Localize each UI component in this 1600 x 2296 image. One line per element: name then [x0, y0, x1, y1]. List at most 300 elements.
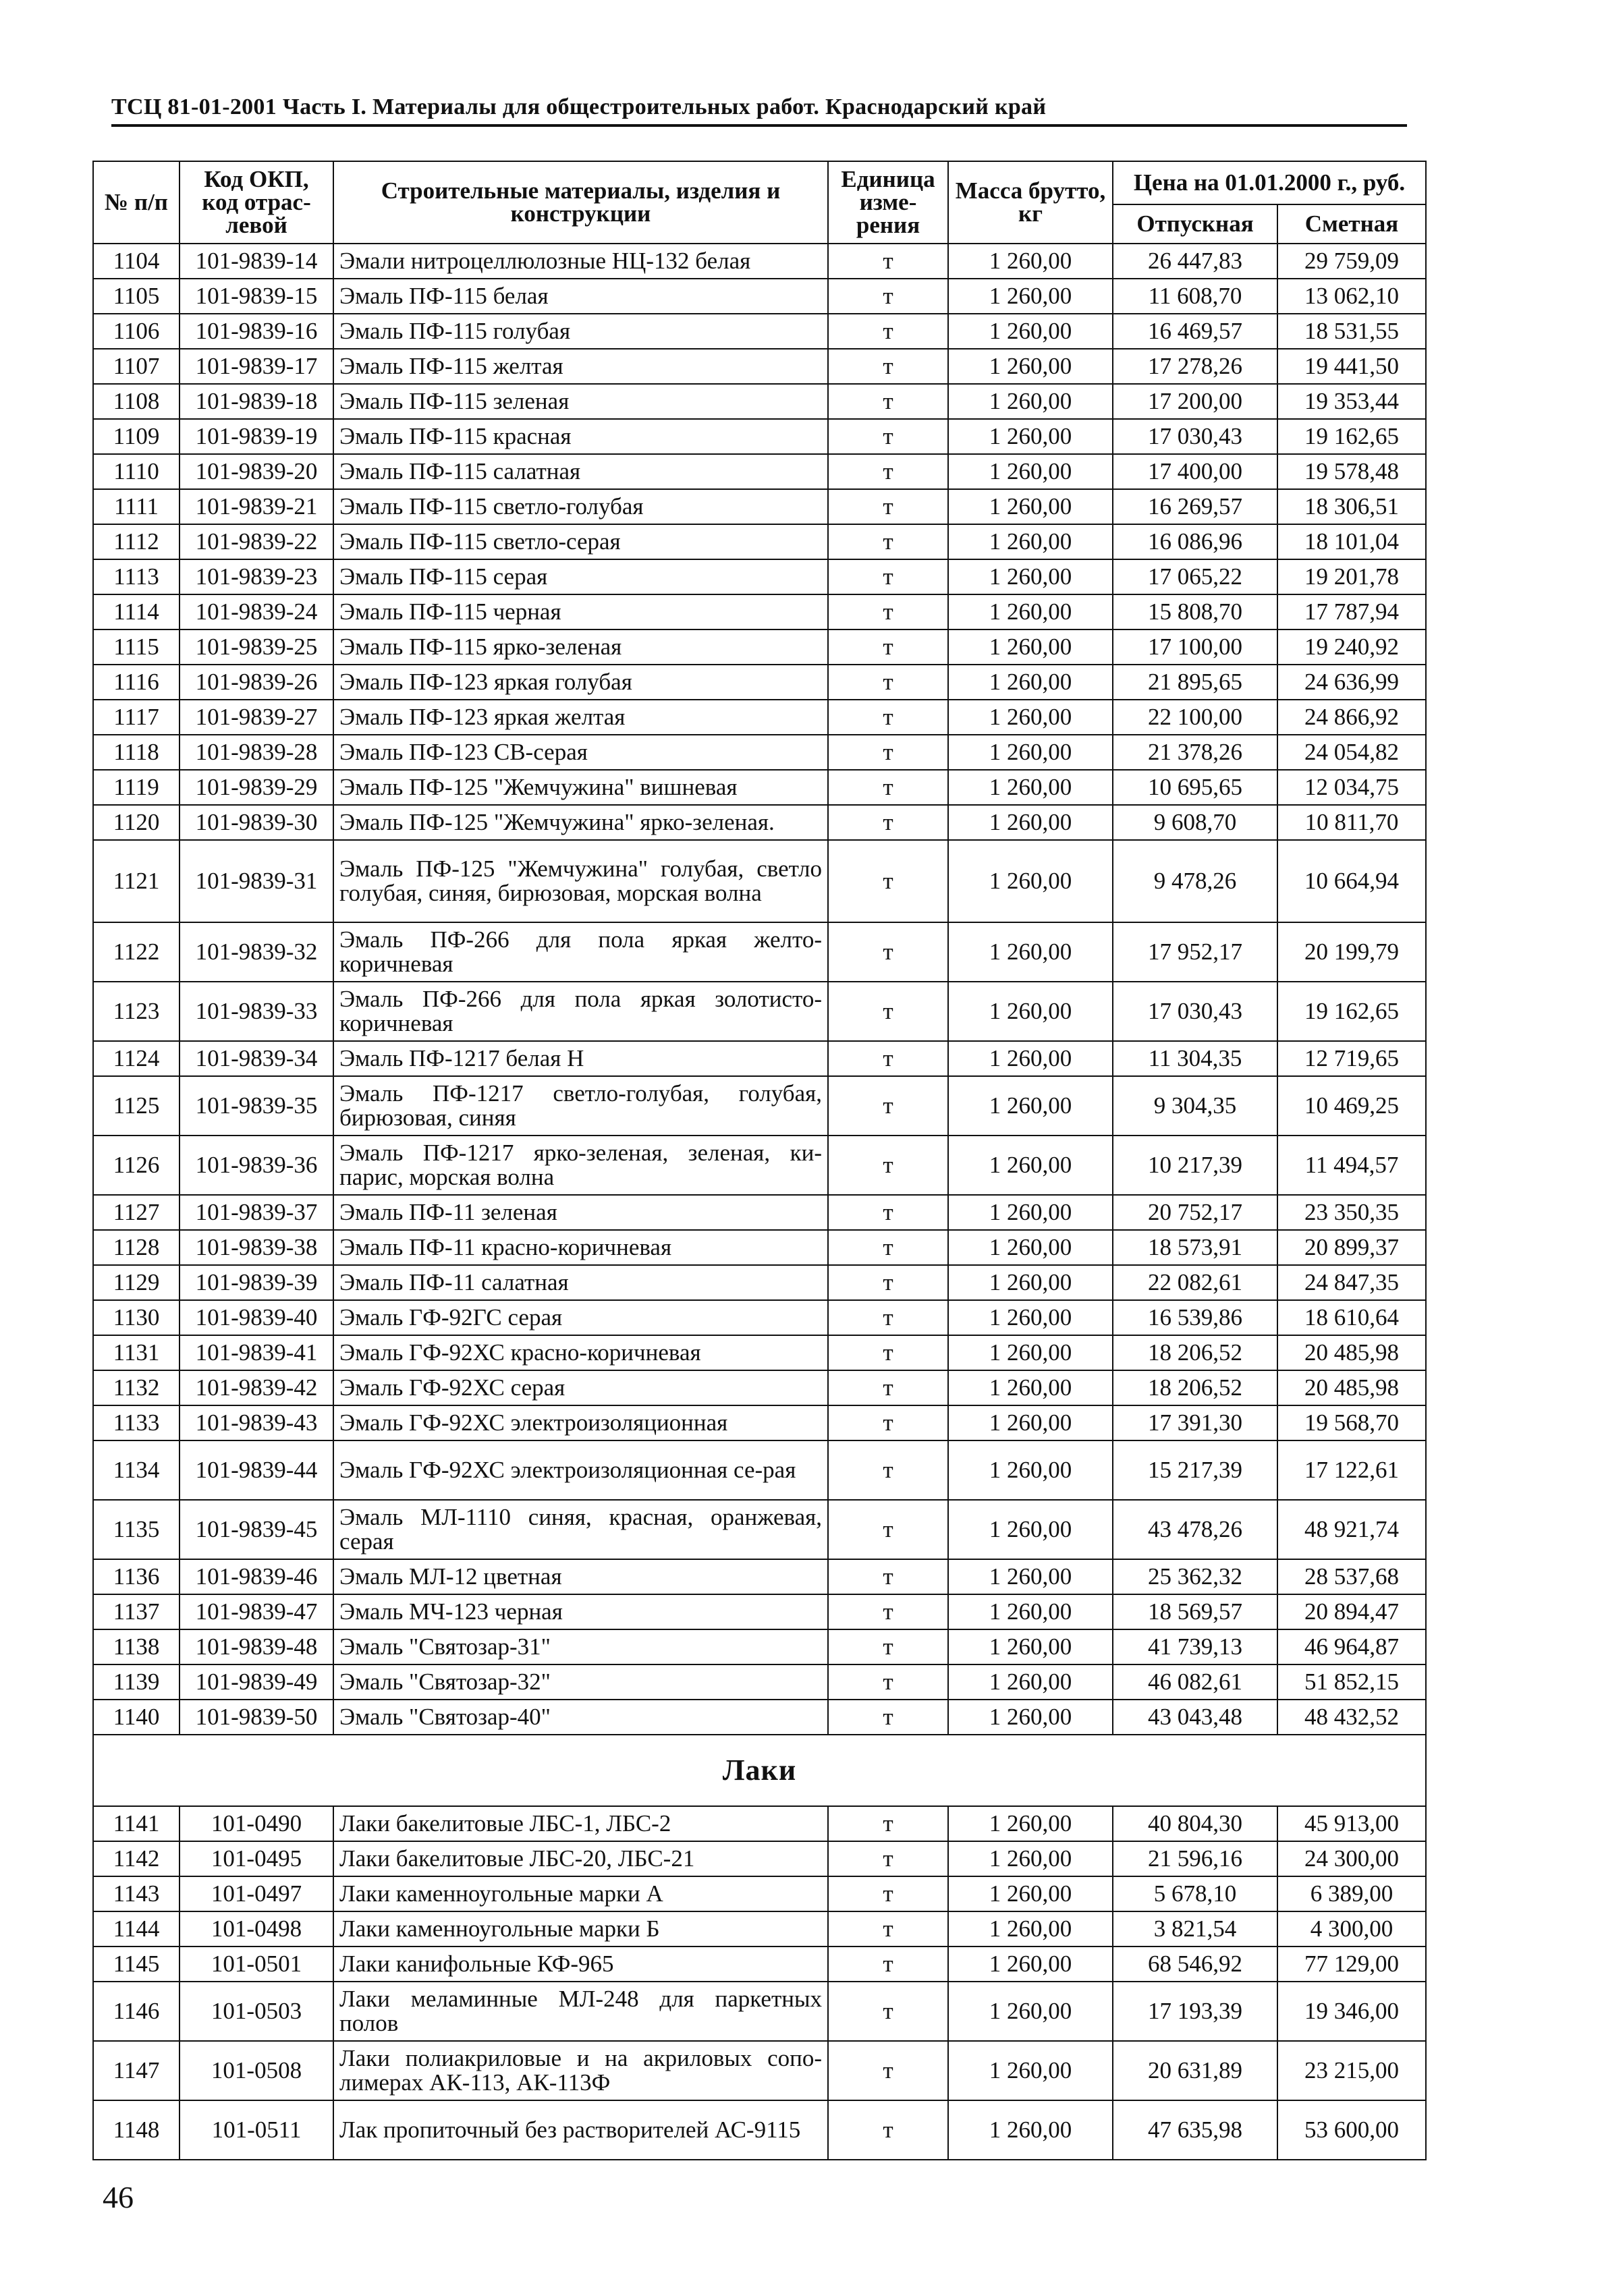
row-num: 1122 — [93, 922, 180, 982]
table-row — [93, 1041, 1426, 1076]
row-name: Эмаль ПФ-123 яркая желтая — [333, 700, 828, 735]
row-code: 101-9839-40 — [180, 1300, 333, 1335]
row-code: 101-9839-47 — [180, 1594, 333, 1629]
row-estimate-price: 24 636,99 — [1277, 665, 1426, 700]
row-unit: т — [828, 1594, 948, 1629]
row-mass: 1 260,00 — [948, 770, 1113, 805]
row-unit: т — [828, 1230, 948, 1265]
table-row — [93, 1594, 1426, 1629]
table-row — [93, 1664, 1426, 1700]
row-estimate-price: 6 389,00 — [1277, 1876, 1426, 1911]
row-num: 1134 — [93, 1440, 180, 1500]
table-row — [93, 1076, 1426, 1136]
row-estimate-price: 77 129,00 — [1277, 1947, 1426, 1982]
row-release-price: 11 608,70 — [1113, 279, 1277, 314]
row-release-price: 15 217,39 — [1113, 1440, 1277, 1500]
row-estimate-price: 19 568,70 — [1277, 1405, 1426, 1440]
row-mass: 1 260,00 — [948, 700, 1113, 735]
row-release-price: 18 206,52 — [1113, 1370, 1277, 1405]
row-code: 101-9839-23 — [180, 559, 333, 594]
row-mass: 1 260,00 — [948, 594, 1113, 629]
row-mass: 1 260,00 — [948, 349, 1113, 384]
row-unit: т — [828, 454, 948, 489]
row-name: Эмаль ПФ-123 СВ-серая — [333, 735, 828, 770]
row-name: Эмаль ГФ-92ХС серая — [333, 1370, 828, 1405]
row-num: 1140 — [93, 1700, 180, 1735]
row-mass: 1 260,00 — [948, 524, 1113, 559]
row-estimate-price: 10 811,70 — [1277, 805, 1426, 840]
row-name: Эмаль ПФ-115 серая — [333, 559, 828, 594]
row-mass: 1 260,00 — [948, 2100, 1113, 2160]
row-estimate-price: 19 201,78 — [1277, 559, 1426, 594]
col-header-num: № п/п — [93, 161, 180, 244]
row-unit: т — [828, 1041, 948, 1076]
row-code: 101-9839-34 — [180, 1041, 333, 1076]
row-unit: т — [828, 244, 948, 279]
row-num: 1111 — [93, 489, 180, 524]
row-estimate-price: 19 240,92 — [1277, 629, 1426, 665]
row-num: 1142 — [93, 1841, 180, 1876]
row-estimate-price: 28 537,68 — [1277, 1559, 1426, 1594]
row-estimate-price: 23 215,00 — [1277, 2041, 1426, 2100]
table-row — [93, 1876, 1426, 1911]
row-name: Лаки бакелитовые ЛБС-20, ЛБС-21 — [333, 1841, 828, 1876]
row-num: 1139 — [93, 1664, 180, 1700]
row-unit: т — [828, 419, 948, 454]
table-row — [93, 1629, 1426, 1664]
table-row — [93, 594, 1426, 629]
row-release-price: 5 678,10 — [1113, 1876, 1277, 1911]
row-name: Эмаль ПФ-1217 светло-голубая, голубая, бирюзовая, синяя — [333, 1076, 828, 1136]
table-row — [93, 279, 1426, 314]
row-name: Лаки меламинные МЛ-248 для паркетных полов — [333, 1982, 828, 2041]
row-unit: т — [828, 1136, 948, 1195]
row-mass: 1 260,00 — [948, 1335, 1113, 1370]
row-mass: 1 260,00 — [948, 279, 1113, 314]
row-name: Эмаль ПФ-1217 белая Н — [333, 1041, 828, 1076]
row-release-price: 16 269,57 — [1113, 489, 1277, 524]
row-code: 101-9839-24 — [180, 594, 333, 629]
row-release-price: 17 200,00 — [1113, 384, 1277, 419]
row-unit: т — [828, 2100, 948, 2160]
row-estimate-price: 19 162,65 — [1277, 419, 1426, 454]
row-num: 1109 — [93, 419, 180, 454]
row-unit: т — [828, 1700, 948, 1735]
row-mass: 1 260,00 — [948, 244, 1113, 279]
row-release-price: 68 546,92 — [1113, 1947, 1277, 1982]
table-row — [93, 1911, 1426, 1947]
row-code: 101-9839-22 — [180, 524, 333, 559]
row-num: 1136 — [93, 1559, 180, 1594]
row-code: 101-9839-29 — [180, 770, 333, 805]
row-name: Эмаль ПФ-115 зеленая — [333, 384, 828, 419]
row-name: Эмаль ПФ-123 яркая голубая — [333, 665, 828, 700]
row-code: 101-9839-31 — [180, 840, 333, 922]
row-name: Эмаль ГФ-92ГС серая — [333, 1300, 828, 1335]
row-num: 1125 — [93, 1076, 180, 1136]
row-unit: т — [828, 1559, 948, 1594]
row-mass: 1 260,00 — [948, 1841, 1113, 1876]
col-header-price-group: Цена на 01.01.2000 г., руб. — [1113, 161, 1426, 204]
row-name: Эмаль МЧ-123 черная — [333, 1594, 828, 1629]
row-release-price: 22 100,00 — [1113, 700, 1277, 735]
row-unit: т — [828, 982, 948, 1041]
row-code: 101-9839-30 — [180, 805, 333, 840]
table-row — [93, 700, 1426, 735]
row-estimate-price: 23 350,35 — [1277, 1195, 1426, 1230]
row-name: Лаки каменноугольные марки Б — [333, 1911, 828, 1947]
row-mass: 1 260,00 — [948, 1911, 1113, 1947]
table-row — [93, 1370, 1426, 1405]
row-estimate-price: 48 921,74 — [1277, 1500, 1426, 1559]
table-row — [93, 1500, 1426, 1559]
row-unit: т — [828, 1265, 948, 1300]
table-row — [93, 1230, 1426, 1265]
row-estimate-price: 10 664,94 — [1277, 840, 1426, 922]
row-mass: 1 260,00 — [948, 2041, 1113, 2100]
row-num: 1121 — [93, 840, 180, 922]
table-row — [93, 1806, 1426, 1841]
row-code: 101-9839-19 — [180, 419, 333, 454]
row-num: 1107 — [93, 349, 180, 384]
col-header-code: Код ОКП, код отрас-левой — [180, 161, 333, 244]
row-name: Эмаль ПФ-115 ярко-зеленая — [333, 629, 828, 665]
table-row — [93, 735, 1426, 770]
row-code: 101-9839-36 — [180, 1136, 333, 1195]
row-unit: т — [828, 1370, 948, 1405]
row-num: 1108 — [93, 384, 180, 419]
row-estimate-price: 17 787,94 — [1277, 594, 1426, 629]
enamel-rows — [93, 244, 1426, 1735]
table-row — [93, 629, 1426, 665]
row-unit: т — [828, 1982, 948, 2041]
row-num: 1120 — [93, 805, 180, 840]
row-release-price: 9 608,70 — [1113, 805, 1277, 840]
row-name: Эмаль МЛ-12 цветная — [333, 1559, 828, 1594]
row-unit: т — [828, 922, 948, 982]
row-num: 1135 — [93, 1500, 180, 1559]
row-unit: т — [828, 735, 948, 770]
col-header-estimate: Сметная — [1277, 204, 1426, 244]
row-release-price: 17 030,43 — [1113, 982, 1277, 1041]
row-release-price: 43 043,48 — [1113, 1700, 1277, 1735]
table-row — [93, 770, 1426, 805]
row-mass: 1 260,00 — [948, 1041, 1113, 1076]
row-mass: 1 260,00 — [948, 665, 1113, 700]
row-estimate-price: 29 759,09 — [1277, 244, 1426, 279]
section-lacquer — [93, 1735, 1426, 1806]
row-mass: 1 260,00 — [948, 1230, 1113, 1265]
row-estimate-price: 53 600,00 — [1277, 2100, 1426, 2160]
row-unit: т — [828, 665, 948, 700]
row-num: 1137 — [93, 1594, 180, 1629]
table-row — [93, 2041, 1426, 2100]
row-code: 101-9839-49 — [180, 1664, 333, 1700]
row-unit: т — [828, 489, 948, 524]
lacquer-rows — [93, 1806, 1426, 2160]
row-mass: 1 260,00 — [948, 559, 1113, 594]
row-num: 1128 — [93, 1230, 180, 1265]
row-mass: 1 260,00 — [948, 1195, 1113, 1230]
row-estimate-price: 20 199,79 — [1277, 922, 1426, 982]
row-name: Эмаль ГФ-92ХС электроизоляционная се-рая — [333, 1440, 828, 1500]
row-unit: т — [828, 1405, 948, 1440]
table-row — [93, 1440, 1426, 1500]
row-code: 101-9839-21 — [180, 489, 333, 524]
table-row — [93, 1947, 1426, 1982]
row-mass: 1 260,00 — [948, 1629, 1113, 1664]
row-num: 1118 — [93, 735, 180, 770]
row-release-price: 9 304,35 — [1113, 1076, 1277, 1136]
row-mass: 1 260,00 — [948, 982, 1113, 1041]
row-estimate-price: 12 719,65 — [1277, 1041, 1426, 1076]
row-code: 101-0490 — [180, 1806, 333, 1841]
row-estimate-price: 12 034,75 — [1277, 770, 1426, 805]
row-estimate-price: 24 866,92 — [1277, 700, 1426, 735]
row-estimate-price: 18 610,64 — [1277, 1300, 1426, 1335]
row-name: Эмаль ПФ-115 белая — [333, 279, 828, 314]
row-num: 1138 — [93, 1629, 180, 1664]
row-unit: т — [828, 559, 948, 594]
row-code: 101-9839-39 — [180, 1265, 333, 1300]
table-row — [93, 982, 1426, 1041]
row-estimate-price: 24 300,00 — [1277, 1841, 1426, 1876]
row-estimate-price: 51 852,15 — [1277, 1664, 1426, 1700]
row-num: 1131 — [93, 1335, 180, 1370]
row-unit: т — [828, 2041, 948, 2100]
row-mass: 1 260,00 — [948, 1559, 1113, 1594]
row-unit: т — [828, 1947, 948, 1982]
row-estimate-price: 48 432,52 — [1277, 1700, 1426, 1735]
row-name: Эмаль ПФ-11 зеленая — [333, 1195, 828, 1230]
row-name: Эмаль ПФ-115 красная — [333, 419, 828, 454]
row-mass: 1 260,00 — [948, 840, 1113, 922]
row-code: 101-9839-14 — [180, 244, 333, 279]
row-name: Эмаль ПФ-11 красно-коричневая — [333, 1230, 828, 1265]
row-mass: 1 260,00 — [948, 1300, 1113, 1335]
row-num: 1104 — [93, 244, 180, 279]
row-name: Эмаль ПФ-125 "Жемчужина" вишневая — [333, 770, 828, 805]
table-row — [93, 1559, 1426, 1594]
row-name: Лаки полиакриловые и на акриловых сопо-лимерах АК-113, АК-113Ф — [333, 2041, 828, 2100]
row-num: 1148 — [93, 2100, 180, 2160]
row-num: 1110 — [93, 454, 180, 489]
table-row — [93, 805, 1426, 840]
row-release-price: 17 400,00 — [1113, 454, 1277, 489]
row-name: Эмаль ПФ-115 светло-голубая — [333, 489, 828, 524]
row-name: Эмаль ПФ-266 для пола яркая желто-коричневая — [333, 922, 828, 982]
row-estimate-price: 19 441,50 — [1277, 349, 1426, 384]
row-code: 101-9839-50 — [180, 1700, 333, 1735]
table-row — [93, 1982, 1426, 2041]
row-mass: 1 260,00 — [948, 805, 1113, 840]
row-release-price: 11 304,35 — [1113, 1041, 1277, 1076]
row-estimate-price: 20 899,37 — [1277, 1230, 1426, 1265]
row-release-price: 40 804,30 — [1113, 1806, 1277, 1841]
row-code: 101-9839-16 — [180, 314, 333, 349]
row-code: 101-0501 — [180, 1947, 333, 1982]
row-code: 101-0495 — [180, 1841, 333, 1876]
table-row — [93, 419, 1426, 454]
table-row — [93, 1335, 1426, 1370]
row-name: Эмаль ПФ-115 голубая — [333, 314, 828, 349]
col-header-mass: Масса брутто, кг — [948, 161, 1113, 244]
row-mass: 1 260,00 — [948, 1440, 1113, 1500]
row-num: 1130 — [93, 1300, 180, 1335]
row-release-price: 46 082,61 — [1113, 1664, 1277, 1700]
row-mass: 1 260,00 — [948, 629, 1113, 665]
row-estimate-price: 19 353,44 — [1277, 384, 1426, 419]
row-name: Эмаль ПФ-115 светло-серая — [333, 524, 828, 559]
row-release-price: 10 217,39 — [1113, 1136, 1277, 1195]
row-mass: 1 260,00 — [948, 1405, 1113, 1440]
row-estimate-price: 46 964,87 — [1277, 1629, 1426, 1664]
table-row — [93, 1700, 1426, 1735]
row-num: 1115 — [93, 629, 180, 665]
row-code: 101-9839-41 — [180, 1335, 333, 1370]
row-unit: т — [828, 1440, 948, 1500]
row-release-price: 17 030,43 — [1113, 419, 1277, 454]
row-estimate-price: 11 494,57 — [1277, 1136, 1426, 1195]
row-mass: 1 260,00 — [948, 922, 1113, 982]
row-unit: т — [828, 770, 948, 805]
row-code: 101-0511 — [180, 2100, 333, 2160]
row-unit: т — [828, 279, 948, 314]
row-unit: т — [828, 594, 948, 629]
row-release-price: 16 086,96 — [1113, 524, 1277, 559]
table-row — [93, 1300, 1426, 1335]
row-num: 1105 — [93, 279, 180, 314]
row-num: 1119 — [93, 770, 180, 805]
row-release-price: 17 193,39 — [1113, 1982, 1277, 2041]
row-mass: 1 260,00 — [948, 454, 1113, 489]
row-num: 1117 — [93, 700, 180, 735]
row-release-price: 20 631,89 — [1113, 2041, 1277, 2100]
row-name: Эмаль ГФ-92ХС электроизоляционная — [333, 1405, 828, 1440]
row-unit: т — [828, 700, 948, 735]
row-name: Эмаль "Святозар-31" — [333, 1629, 828, 1664]
table-row — [93, 1405, 1426, 1440]
row-mass: 1 260,00 — [948, 1700, 1113, 1735]
row-name: Эмаль "Святозар-32" — [333, 1664, 828, 1700]
table-row — [93, 840, 1426, 922]
row-num: 1126 — [93, 1136, 180, 1195]
row-code: 101-9839-33 — [180, 982, 333, 1041]
row-mass: 1 260,00 — [948, 1876, 1113, 1911]
table-row — [93, 1841, 1426, 1876]
row-estimate-price: 19 162,65 — [1277, 982, 1426, 1041]
table-row — [93, 665, 1426, 700]
row-mass: 1 260,00 — [948, 489, 1113, 524]
row-code: 101-0497 — [180, 1876, 333, 1911]
page-header: ТСЦ 81-01-2001 Часть I. Материалы для общестроительных работ. Краснодарский край — [111, 94, 1407, 127]
row-mass: 1 260,00 — [948, 735, 1113, 770]
row-code: 101-9839-25 — [180, 629, 333, 665]
row-code: 101-9839-46 — [180, 1559, 333, 1594]
col-header-release: Отпускная — [1113, 204, 1277, 244]
row-unit: т — [828, 1806, 948, 1841]
table-row — [93, 384, 1426, 419]
table-row — [93, 454, 1426, 489]
row-release-price: 17 100,00 — [1113, 629, 1277, 665]
row-unit: т — [828, 1911, 948, 1947]
row-num: 1143 — [93, 1876, 180, 1911]
row-name: Эмаль ПФ-125 "Жемчужина" ярко-зеленая. — [333, 805, 828, 840]
row-release-price: 16 469,57 — [1113, 314, 1277, 349]
row-unit: т — [828, 524, 948, 559]
row-estimate-price: 13 062,10 — [1277, 279, 1426, 314]
row-name: Эмаль "Святозар-40" — [333, 1700, 828, 1735]
row-num: 1147 — [93, 2041, 180, 2100]
row-code: 101-9839-18 — [180, 384, 333, 419]
row-code: 101-0498 — [180, 1911, 333, 1947]
row-num: 1127 — [93, 1195, 180, 1230]
row-code: 101-9839-35 — [180, 1076, 333, 1136]
row-code: 101-9839-44 — [180, 1440, 333, 1500]
table-row — [93, 2100, 1426, 2160]
row-num: 1114 — [93, 594, 180, 629]
row-name: Лаки канифольные КФ-965 — [333, 1947, 828, 1982]
row-release-price: 15 808,70 — [1113, 594, 1277, 629]
row-num: 1106 — [93, 314, 180, 349]
row-estimate-price: 18 531,55 — [1277, 314, 1426, 349]
row-unit: т — [828, 1876, 948, 1911]
row-release-price: 26 447,83 — [1113, 244, 1277, 279]
row-mass: 1 260,00 — [948, 1076, 1113, 1136]
row-release-price: 18 569,57 — [1113, 1594, 1277, 1629]
row-num: 1116 — [93, 665, 180, 700]
row-estimate-price: 17 122,61 — [1277, 1440, 1426, 1500]
table-row — [93, 1136, 1426, 1195]
row-release-price: 21 596,16 — [1113, 1841, 1277, 1876]
table-row — [93, 314, 1426, 349]
table-row — [93, 1195, 1426, 1230]
row-code: 101-9839-43 — [180, 1405, 333, 1440]
row-release-price: 41 739,13 — [1113, 1629, 1277, 1664]
row-num: 1123 — [93, 982, 180, 1041]
row-name: Лаки каменноугольные марки А — [333, 1876, 828, 1911]
table-row — [93, 489, 1426, 524]
row-estimate-price: 24 054,82 — [1277, 735, 1426, 770]
row-release-price: 21 895,65 — [1113, 665, 1277, 700]
row-num: 1129 — [93, 1265, 180, 1300]
row-mass: 1 260,00 — [948, 384, 1113, 419]
row-unit: т — [828, 1076, 948, 1136]
row-unit: т — [828, 805, 948, 840]
row-release-price: 18 206,52 — [1113, 1335, 1277, 1370]
row-mass: 1 260,00 — [948, 1265, 1113, 1300]
row-code: 101-9839-20 — [180, 454, 333, 489]
row-code: 101-9839-15 — [180, 279, 333, 314]
row-name: Эмаль ПФ-115 черная — [333, 594, 828, 629]
row-unit: т — [828, 629, 948, 665]
row-num: 1144 — [93, 1911, 180, 1947]
row-num: 1112 — [93, 524, 180, 559]
row-mass: 1 260,00 — [948, 314, 1113, 349]
row-unit: т — [828, 1195, 948, 1230]
row-unit: т — [828, 840, 948, 922]
row-estimate-price: 20 485,98 — [1277, 1335, 1426, 1370]
row-unit: т — [828, 1500, 948, 1559]
row-code: 101-0508 — [180, 2041, 333, 2100]
row-name: Эмаль ПФ-125 "Жемчужина" голубая, светло голубая, синяя, бирюзовая, морская волна — [333, 840, 828, 922]
row-name: Лаки бакелитовые ЛБС-1, ЛБС-2 — [333, 1806, 828, 1841]
row-release-price: 25 362,32 — [1113, 1559, 1277, 1594]
row-mass: 1 260,00 — [948, 1982, 1113, 2041]
row-estimate-price: 19 346,00 — [1277, 1982, 1426, 2041]
row-release-price: 9 478,26 — [1113, 840, 1277, 922]
row-num: 1145 — [93, 1947, 180, 1982]
